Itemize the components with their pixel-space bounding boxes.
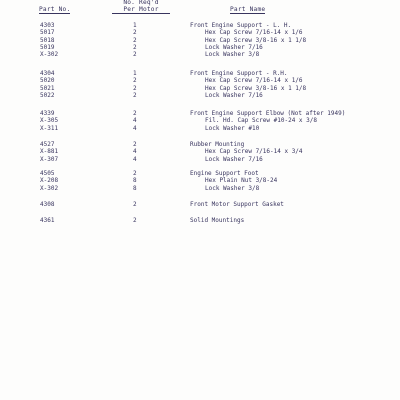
part-number: 4339 [40, 110, 55, 117]
part-name-header [230, 6, 265, 14]
quantity: 2 [133, 29, 137, 37]
quantity: 4 [133, 155, 137, 163]
part-name: Solid Mountings [190, 217, 245, 224]
parts-row [0, 92, 400, 99]
part-no-header-label: Part No. [39, 6, 71, 13]
part-number: 4304 [40, 70, 55, 77]
qty-header-line1: No. Req'd [123, 0, 159, 6]
parts-row [0, 117, 400, 124]
parts-row [0, 156, 400, 163]
parts-group-gasket [0, 201, 400, 208]
parts-row [0, 85, 400, 92]
part-name: Front Engine Support Elbow (Not after 1949) [190, 110, 346, 117]
qty-header-line2: Per Motor [112, 6, 170, 14]
part-name: Hex Cap Screw 3/8-16 x 1 1/8 [205, 84, 307, 92]
part-number: X-302 [40, 51, 59, 59]
part-number: X-305 [40, 117, 59, 125]
quantity: 2 [133, 141, 137, 148]
quantity: 2 [133, 43, 137, 51]
part-number: 5018 [40, 36, 55, 44]
part-number: 5021 [40, 84, 55, 92]
part-name: Lock Washer 7/16 [205, 155, 263, 163]
quantity: 2 [133, 110, 137, 117]
part-name: Hex Cap Screw 7/16-14 x 3/4 [205, 148, 303, 156]
quantity: 1 [133, 70, 137, 77]
parts-row [0, 37, 400, 44]
part-number: 4361 [40, 217, 55, 224]
parts-group-left-support [0, 22, 400, 58]
part-name: Fil. Hd. Cap Screw #10-24 x 3/8 [205, 117, 317, 125]
parts-row [0, 148, 400, 155]
quantity: 2 [133, 91, 137, 99]
parts-group-right-support [0, 70, 400, 99]
part-name: Lock Washer 3/8 [205, 184, 260, 192]
parts-group-support-foot [0, 170, 400, 192]
part-name: Engine Support Foot [190, 170, 259, 177]
part-number: 4303 [40, 22, 55, 29]
part-name: Front Engine Support - L. H. [190, 22, 292, 29]
part-name: Rubber Mounting [190, 141, 245, 148]
part-number: X-881 [40, 148, 59, 156]
quantity: 8 [133, 177, 137, 185]
parts-row [0, 217, 400, 224]
parts-row [0, 177, 400, 184]
part-number: 4308 [40, 201, 55, 208]
parts-row [0, 110, 400, 117]
part-name: Front Engine Support - R.H. [190, 70, 288, 77]
parts-group-rubber-mounting [0, 141, 400, 163]
part-name: Hex Cap Screw 3/8-16 x 1 1/8 [205, 36, 307, 44]
quantity: 2 [133, 170, 137, 177]
quantity: 1 [133, 22, 137, 29]
parts-row [0, 22, 400, 29]
parts-row [0, 185, 400, 192]
quantity: 2 [133, 36, 137, 44]
parts-row [0, 170, 400, 177]
part-number: 5019 [40, 43, 55, 51]
part-name: Lock Washer 3/8 [205, 51, 260, 59]
quantity: 4 [133, 124, 137, 132]
quantity: 4 [133, 117, 137, 125]
parts-row [0, 29, 400, 36]
part-name: Lock Washer 7/16 [205, 43, 263, 51]
part-name: Front Motor Support Gasket [190, 201, 284, 208]
quantity: 4 [133, 148, 137, 156]
part-number: 5017 [40, 29, 55, 37]
part-name-header-label: Part Name [230, 6, 266, 13]
part-number: X-208 [40, 177, 59, 185]
parts-row [0, 70, 400, 77]
parts-group-support-elbow [0, 110, 400, 132]
quantity: 2 [133, 201, 137, 208]
parts-row [0, 44, 400, 51]
parts-row [0, 201, 400, 208]
part-number: 4527 [40, 141, 55, 148]
part-number: X-307 [40, 155, 59, 163]
part-number: 5020 [40, 77, 55, 85]
part-name: Hex Cap Screw 7/16-14 x 1/6 [205, 29, 303, 37]
parts-row [0, 125, 400, 132]
part-number: 5022 [40, 91, 55, 99]
quantity: 8 [133, 184, 137, 192]
quantity: 2 [133, 77, 137, 85]
parts-row [0, 141, 400, 148]
quantity: 2 [133, 84, 137, 92]
parts-row [0, 77, 400, 84]
part-name: Lock Washer 7/16 [205, 91, 263, 99]
part-number: X-311 [40, 124, 59, 132]
qty-header [112, 0, 170, 14]
part-no-header [39, 6, 70, 14]
parts-row [0, 51, 400, 58]
parts-group-solid-mountings [0, 217, 400, 224]
quantity: 2 [133, 51, 137, 59]
part-number: 4505 [40, 170, 55, 177]
part-number: X-302 [40, 184, 59, 192]
part-name: Lock Washer #10 [205, 124, 260, 132]
part-name: Hex Plain Nut 3/8-24 [205, 177, 278, 185]
quantity: 2 [133, 217, 137, 224]
part-name: Hex Cap Screw 7/16-14 x 1/6 [205, 77, 303, 85]
